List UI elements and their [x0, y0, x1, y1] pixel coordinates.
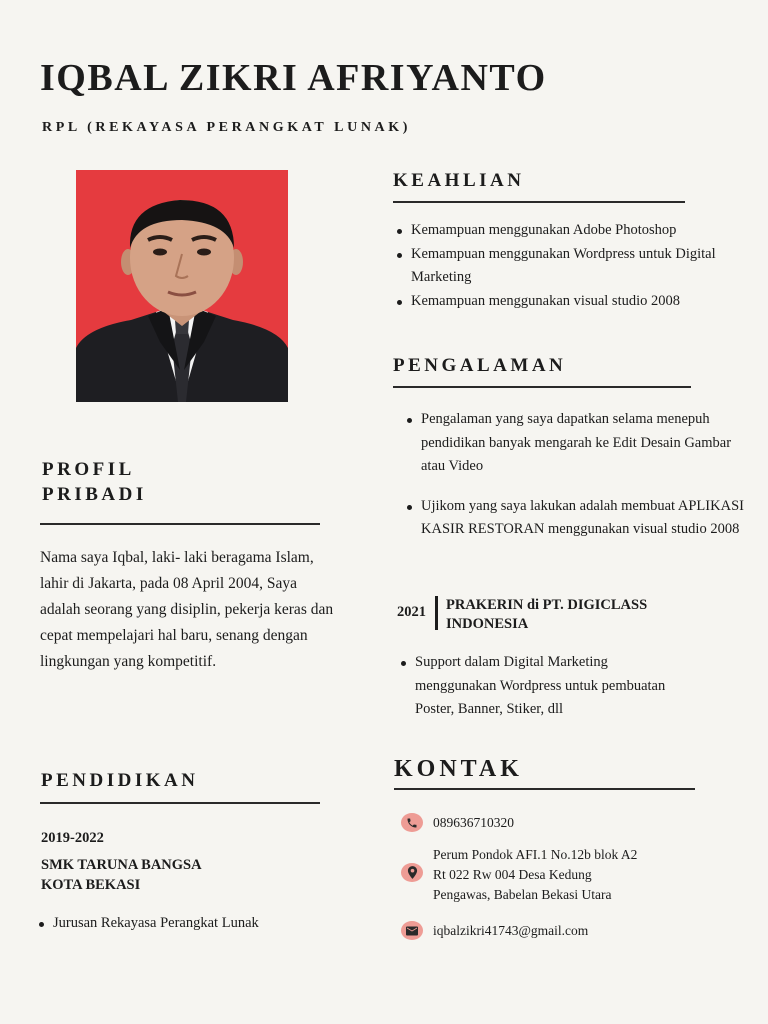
- profile-photo: [76, 170, 288, 402]
- contact-address-line2: Rt 022 Rw 004 Desa Kedung: [433, 867, 592, 882]
- profile-text: Nama saya Iqbal, laki- laki beragama Islam, lahir di Jakarta, pada 08 April 2004, Saya adalah seorang yang disiplin, pekerja keras dan cepat mempelajari hal baru, senang dengan lingkungan yang kompetitif.: [40, 549, 334, 670]
- profile-title-line2: PRIBADI: [42, 483, 147, 505]
- portrait-illustration: [76, 170, 288, 402]
- internship-year: 2021: [397, 604, 426, 620]
- internship-title-line2: INDONESIA: [446, 616, 529, 632]
- contact-title: KONTAK: [394, 756, 523, 782]
- resume-name: IQBAL ZIKRI AFRIYANTO: [40, 57, 547, 99]
- education-divider: [40, 802, 320, 804]
- skill-item: Kemampuan menggunakan Wordpress untuk Digital Marketing: [394, 243, 734, 290]
- contact-divider: [394, 788, 695, 790]
- experience-item: Ujikom yang saya lakukan adalah membuat APLIKASI KASIR RESTORAN menggunakan visual studio 2008: [404, 495, 744, 542]
- profile-divider: [40, 523, 320, 525]
- profile-section: [42, 458, 147, 507]
- education-school-line2: KOTA BEKASI: [41, 877, 141, 893]
- education-title: PENDIDIKAN: [41, 770, 199, 791]
- contact-phone: 089636710320: [433, 815, 514, 830]
- experience-list: [404, 408, 744, 542]
- email-icon: [401, 921, 423, 940]
- experience-title: PENGALAMAN: [393, 355, 567, 376]
- education-item: Jurusan Rekayasa Perangkat Lunak: [36, 912, 336, 936]
- internship-title: [446, 596, 647, 634]
- internship-year-divider: [435, 596, 438, 630]
- phone-icon: [401, 813, 423, 832]
- skills-divider: [393, 201, 685, 203]
- profile-title-line1: PROFIL: [42, 459, 135, 480]
- skills-title: KEAHLIAN: [393, 170, 525, 191]
- internship-item: Support dalam Digital Marketing menggunakan Wordpress untuk pembuatan Poster, Banner, Stiker, dll: [398, 651, 688, 722]
- internship-title-line1: PRAKERIN di PT. DIGICLASS: [446, 597, 648, 613]
- experience-item: Pengalaman yang saya dapatkan selama menepuh pendidikan banyak mengarah ke Edit Desain Gambar atau Video: [404, 408, 744, 479]
- education-list: [36, 912, 336, 936]
- contact-email[interactable]: iqbalzikri41743@gmail.com: [433, 923, 589, 938]
- internship-list: [398, 651, 688, 722]
- resume-subtitle: RPL (REKAYASA PERANGKAT LUNAK): [42, 120, 411, 135]
- contact-address: [433, 845, 637, 905]
- skill-item: Kemampuan menggunakan visual studio 2008: [394, 290, 734, 314]
- skills-list: [394, 219, 734, 313]
- location-icon: [401, 863, 423, 882]
- skill-item: Kemampuan menggunakan Adobe Photoshop: [394, 219, 734, 243]
- contact-address-line1: Perum Pondok AFI.1 No.12b blok A2: [433, 847, 638, 862]
- education-school-line1: SMK TARUNA BANGSA: [41, 857, 202, 873]
- education-school: [41, 855, 202, 895]
- experience-divider: [393, 386, 691, 388]
- contact-address-line3: Pengawas, Babelan Bekasi Utara: [433, 887, 612, 902]
- education-period: 2019-2022: [41, 830, 104, 846]
